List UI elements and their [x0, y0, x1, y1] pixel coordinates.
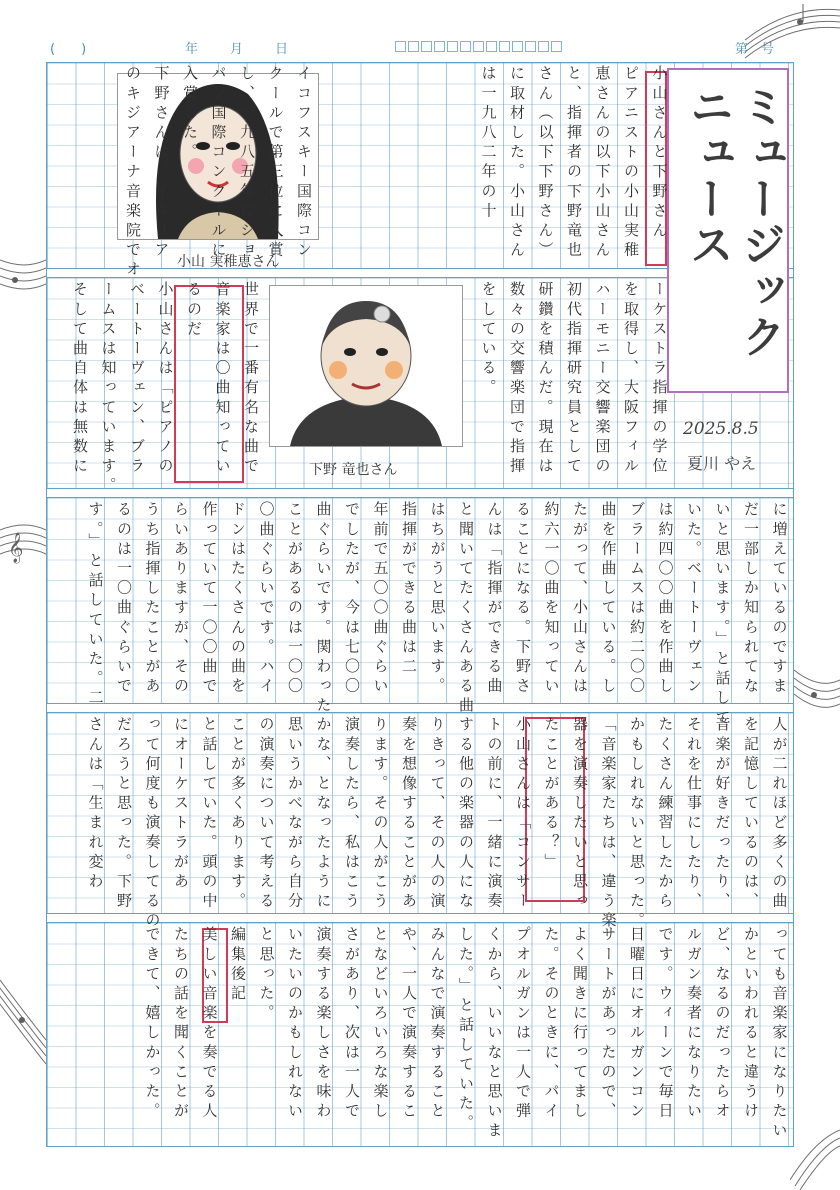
text-column: プオルガンは一人で弾: [514, 926, 532, 1122]
caption-shimono: 下野 竜也さん: [309, 462, 398, 478]
text-column: にオーケストラがあ: [172, 716, 190, 893]
text-column: は一九八二年の十: [479, 65, 498, 222]
text-column: た。そのときに、パイ: [542, 926, 561, 1122]
text-column: 小山さんは「ピアノの: [156, 281, 175, 477]
text-column: 世界で一番有名な曲で: [242, 281, 260, 477]
author-name: 夏川 やえ: [687, 454, 757, 473]
portrait-shimono: [269, 285, 463, 447]
text-column: ーケストラ指揮の学位: [650, 281, 669, 477]
text-column: るのは一〇曲ぐらいで: [115, 501, 133, 697]
text-column: と話していた。頭の中: [200, 716, 219, 912]
text-column: パン国際コンクールに: [209, 65, 228, 261]
text-column: と聞いてたくさんある曲: [457, 501, 475, 717]
text-column: 日曜日にオルガンコン: [628, 926, 646, 1122]
svg-text:𝄞: 𝄞: [8, 533, 24, 563]
text-column: 器を演奏したいと思っ: [571, 716, 589, 912]
text-column: ど、なるのだったらオ: [713, 926, 732, 1122]
text-column: らいありますが、その: [172, 501, 190, 697]
text-column: 編集後記: [229, 926, 247, 1005]
text-column: した。」と話していた。: [457, 926, 475, 1135]
text-column: たがって、小山さんは: [571, 501, 589, 697]
text-column: を取得し、大阪フィル: [622, 281, 640, 477]
text-column: ームスは知っています。: [99, 281, 118, 497]
text-column: 作っていて一〇〇曲で: [200, 501, 219, 697]
text-column: 思いうかべながら自分: [286, 716, 304, 912]
text-column: ることになる。下野さ: [514, 501, 532, 697]
shimono-drawing-icon: [270, 286, 462, 446]
text-column: 下野さんは、イタリア: [152, 65, 171, 261]
text-column: くから、いいなと思いま: [485, 926, 504, 1142]
text-column: いた。ベートーヴェン: [685, 501, 703, 697]
music-staff-bottom-left-icon: [0, 960, 46, 1090]
text-column: 演奏したら、私はこう: [343, 716, 361, 912]
header-row: [40, 38, 800, 58]
text-column: さんは「生まれ変わ: [86, 716, 105, 893]
text-column: かもしれないと思った。: [628, 716, 646, 932]
text-column: し、一九八五年にショ: [238, 65, 256, 261]
text-column: ことが多くあります。: [229, 716, 247, 912]
manuscript-sheet: [46, 62, 794, 1147]
text-column: みんなで演奏すること: [428, 926, 447, 1122]
text-column: って何度も演奏してるの: [143, 716, 162, 932]
text-column: する他の楽器の人にな: [457, 716, 475, 912]
text-column: んは「指揮ができる曲: [485, 501, 504, 697]
text-column: 研鑽を積んだ。現在は: [536, 281, 555, 477]
text-column: はちがうと思います。: [428, 501, 447, 697]
text-column: ハーモニー交響楽団の: [593, 281, 612, 477]
text-column: 美しい音楽を奏でる人: [200, 926, 219, 1122]
text-column: さん（以下下野さん）: [536, 65, 555, 261]
text-column: ルガン奏者になりたい: [685, 926, 703, 1122]
text-column: 年前で五〇〇曲ぐらい: [371, 501, 390, 697]
music-staff-right-icon: [794, 640, 840, 760]
text-column: できて、嬉しかった。: [143, 926, 162, 1122]
text-column: ピアニストの小山実稚: [622, 65, 640, 261]
music-staff-bottom-right-icon: [790, 1120, 840, 1190]
text-column: 音楽家は〇曲知ってい: [213, 281, 232, 477]
text-column: と、指揮者の下野竜也: [565, 65, 583, 261]
text-column: を記憶しているのは、: [742, 716, 760, 912]
text-column: す。」と話していた。二: [86, 501, 105, 710]
header-page-number: 第 号: [735, 42, 775, 57]
header-month: 月: [230, 42, 244, 57]
header-year: 年: [185, 42, 199, 57]
text-column: 曲を作曲している。し: [599, 501, 618, 697]
text-column: 奏を想像することがあ: [400, 716, 418, 912]
text-column: イコフスキー国際コン: [295, 65, 313, 261]
text-column: となどいろいろな楽し: [371, 926, 390, 1122]
text-column: さがあり、次は一人で: [343, 926, 361, 1122]
text-column: 小山さんは「コンサー: [514, 716, 532, 912]
title-box: [667, 68, 789, 393]
text-column: 演奏する楽しさを味わ: [314, 926, 333, 1122]
text-column: るのだ: [185, 281, 203, 340]
text-column: よく聞きに行ってまし: [571, 926, 589, 1122]
text-column: かといわれると違うけ: [742, 926, 760, 1122]
text-column: 約六一〇曲を知ってい: [542, 501, 561, 697]
text-column: だ一部しか知られてな: [742, 501, 760, 697]
text-column: 曲ぐらいです。関わった: [314, 501, 333, 717]
text-column: に取材した。小山さん: [508, 65, 526, 261]
text-column: 音楽が好きだったり、: [713, 716, 732, 912]
header-boxes: [395, 41, 562, 52]
text-column: は約四〇〇曲を作曲し: [656, 501, 675, 697]
text-column: でしたが、今は七〇〇: [343, 501, 361, 697]
text-column: ことがあるのは一〇〇: [286, 501, 304, 697]
music-staff-left-icon: [0, 240, 46, 330]
text-column: をしている。: [479, 281, 498, 399]
text-column: と思った。: [257, 926, 276, 1024]
header-day: 日: [275, 42, 289, 57]
text-column: クールで第三位に入賞: [266, 65, 285, 261]
text-column: そして曲自体は無数に: [71, 281, 89, 477]
text-column: たことがある？」: [542, 716, 561, 873]
text-column: 数々の交響楽団で指揮: [508, 281, 526, 477]
text-column: の演奏について考える: [257, 716, 276, 912]
text-column: 小山さんと下野さん: [650, 65, 669, 242]
text-column: 恵さんの以下小山さん: [593, 65, 612, 261]
text-column: です。ウィーンで毎日: [656, 926, 675, 1122]
text-column: ドンはたくさんの曲を: [229, 501, 247, 697]
text-column: のキジアーナ音楽院でオ: [124, 65, 142, 281]
text-column: 入賞した。: [181, 65, 199, 163]
newspaper-title: ミュージックニュース: [682, 84, 785, 360]
text-column: 指揮ができる曲は二: [400, 501, 418, 678]
text-column: トの前に、一緒に演奏: [485, 716, 504, 912]
text-column: りきって、その人の演: [428, 716, 447, 912]
caption-koyama: 小山 実稚恵さん: [177, 254, 280, 270]
text-column: だろうと思った。下野: [115, 716, 133, 912]
text-column: たくさん練習したから: [656, 716, 675, 912]
text-column: それを仕事にしたり、: [685, 716, 703, 912]
text-column: に増えているのですま: [770, 501, 789, 697]
text-column: ります。その人がこう: [371, 716, 390, 912]
text-column: や、一人で演奏するこ: [400, 926, 418, 1122]
text-column: 〇曲ぐらいです。ハイ: [257, 501, 276, 697]
header-paren: ( ): [50, 42, 87, 57]
text-column: サートがあったので、: [599, 926, 618, 1122]
text-column: 初代指揮研究員として: [565, 281, 583, 477]
text-column: ブラームスは約二〇〇: [628, 501, 646, 697]
issue-date: 2025.8.5: [683, 419, 759, 439]
text-column: っても音楽家になりたい: [770, 926, 789, 1142]
music-staff-left-lower-icon: [0, 500, 46, 590]
text-column: いと思います。」と話して: [713, 501, 732, 729]
text-column: 人が二れほど多くの曲: [770, 716, 789, 912]
text-column: かな、となったように: [314, 716, 333, 912]
text-column: うち指揮したことがあ: [143, 501, 162, 697]
text-column: ベートーヴェン、ブラ: [128, 281, 146, 477]
text-column: 「音楽家たちは、違う楽: [599, 716, 618, 932]
text-column: たちの話を聞くことが: [172, 926, 190, 1122]
text-column: いたいのかもしれない: [286, 926, 304, 1122]
